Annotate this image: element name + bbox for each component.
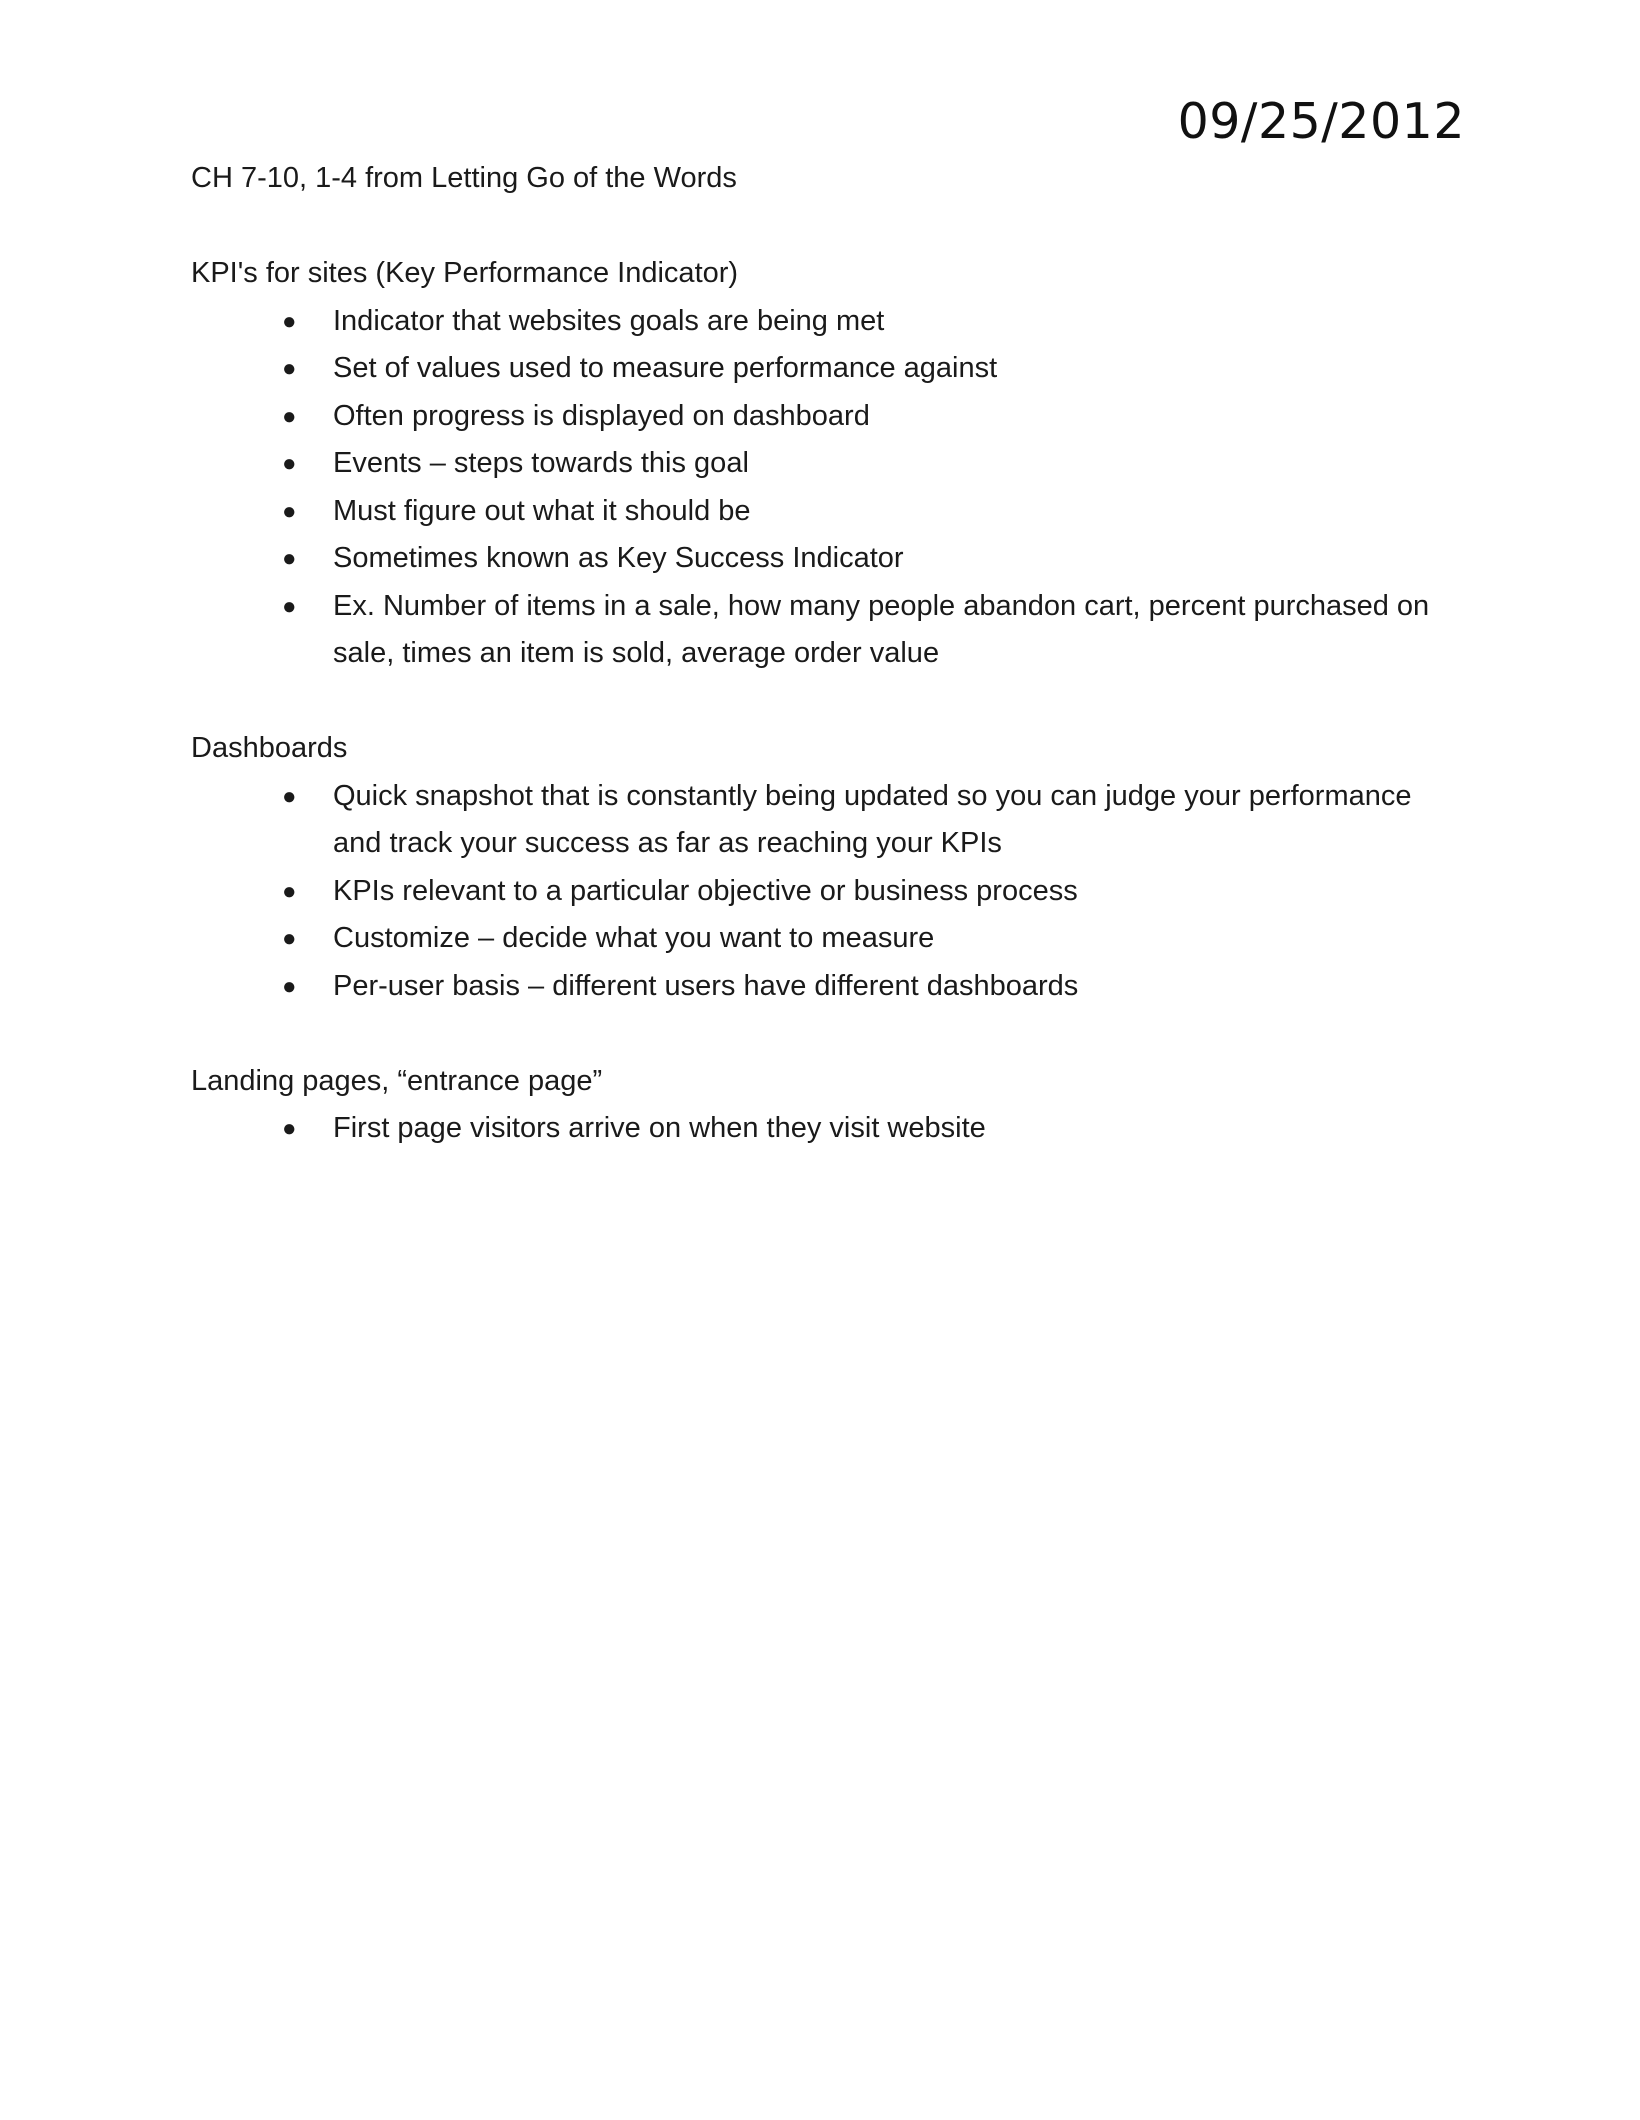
- list-item: [191, 535, 1443, 583]
- bullet-icon: ●: [282, 355, 297, 382]
- bullet-icon: ●: [282, 925, 297, 952]
- section-landing-pages: [191, 1058, 1441, 1153]
- list-item-text: Events – steps towards this goal: [333, 447, 749, 479]
- bullet-list: [191, 298, 1441, 678]
- list-item-text: First page visitors arrive on when they visit website: [333, 1112, 986, 1144]
- list-item-text: Often progress is displayed on dashboard: [333, 399, 870, 432]
- list-item: [191, 1105, 1443, 1153]
- bullet-icon: ●: [282, 497, 297, 525]
- list-item-text: Ex. Number of items in a sale, how many people abandon cart, percent purchased on sale, times an item is sold, average order value: [333, 589, 1430, 669]
- list-item-text: Per-user basis – different users have different dashboards: [333, 969, 1079, 1002]
- list-item: [191, 868, 1443, 916]
- list-item: [191, 345, 1443, 393]
- list-item-text: Set of values used to measure performance against: [333, 352, 998, 384]
- date-header: 09/25/2012: [1177, 93, 1465, 150]
- blank-line: [191, 203, 1441, 251]
- bullet-icon: ●: [282, 402, 297, 430]
- list-item-text: Indicator that websites goals are being met: [333, 304, 885, 337]
- section-heading: KPI's for sites (Key Performance Indicator): [191, 257, 739, 289]
- list-item-text: Must figure out what it should be: [333, 494, 751, 527]
- section-heading: Landing pages, “entrance page”: [191, 1064, 603, 1097]
- list-item-text: Quick snapshot that is constantly being updated so you can judge your performance and track your success as far as reaching your KPIs: [333, 779, 1412, 859]
- notes-body: [191, 155, 1441, 1153]
- bullet-list: [191, 773, 1441, 1011]
- bullet-list: [191, 1105, 1441, 1153]
- list-item: [191, 298, 1443, 346]
- bullet-icon: ●: [282, 545, 297, 572]
- list-item: [191, 773, 1443, 868]
- section-dashboards: [191, 725, 1441, 1010]
- list-item: [191, 963, 1443, 1011]
- section-heading: Dashboards: [191, 732, 348, 764]
- list-item-text: Sometimes known as Key Success Indicator: [333, 542, 904, 574]
- bullet-icon: ●: [282, 972, 297, 1000]
- bullet-icon: ●: [282, 592, 297, 620]
- list-item: [191, 488, 1443, 536]
- list-item-text: KPIs relevant to a particular objective or business process: [333, 874, 1078, 907]
- bullet-icon: ●: [282, 450, 297, 477]
- bullet-icon: ●: [282, 1115, 297, 1142]
- bullet-icon: ●: [282, 877, 297, 905]
- bullet-icon: ●: [282, 307, 297, 335]
- list-item: [191, 393, 1443, 441]
- list-item: [191, 440, 1443, 488]
- reading-assignment: CH 7-10, 1-4 from Letting Go of the Words: [191, 162, 737, 194]
- section-kpis: [191, 250, 1441, 678]
- list-item: [191, 583, 1443, 678]
- bullet-icon: ●: [282, 782, 297, 810]
- list-item-text: Customize – decide what you want to measure: [333, 922, 935, 954]
- list-item: [191, 915, 1443, 963]
